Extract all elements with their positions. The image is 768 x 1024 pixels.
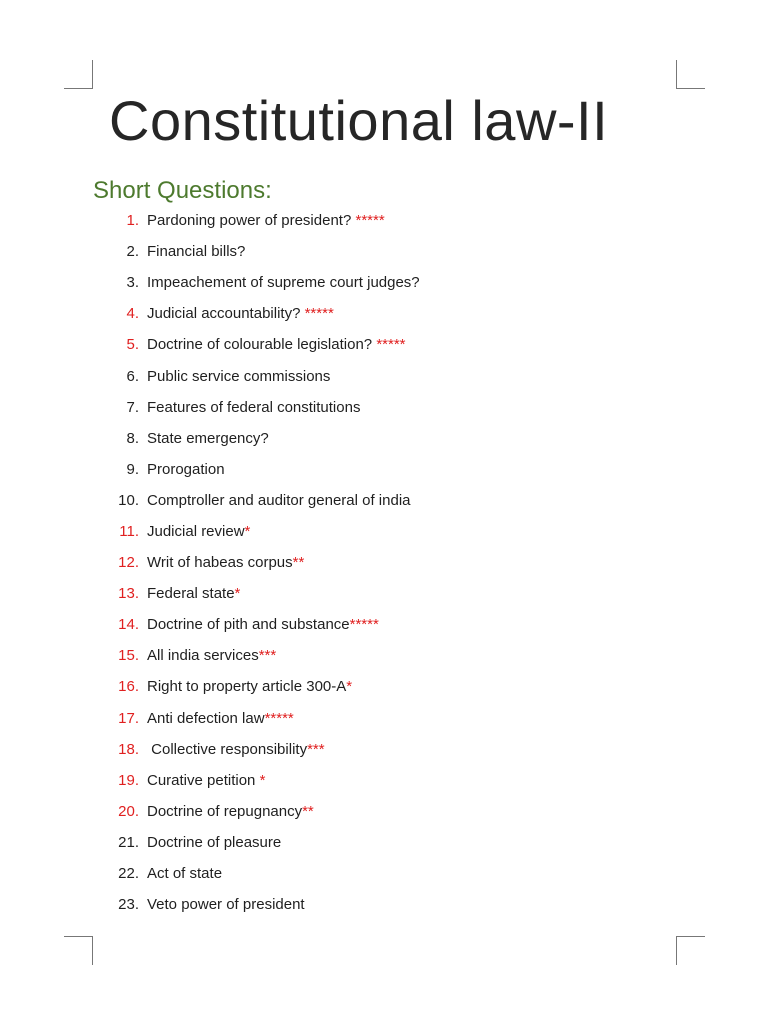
- question-number: 10.: [118, 491, 139, 509]
- question-number: 8.: [126, 429, 139, 447]
- list-item: [108, 454, 420, 485]
- importance-stars: *: [244, 522, 251, 540]
- crop-mark-bottom-left: [64, 936, 93, 965]
- list-item: [108, 360, 420, 391]
- question-number: 2.: [126, 243, 139, 261]
- importance-stars: ***: [258, 647, 277, 665]
- list-item: [108, 889, 420, 920]
- list-item: [108, 516, 420, 547]
- list-item: [108, 671, 420, 702]
- question-text: Veto power of president: [147, 896, 305, 914]
- question-body: [147, 368, 330, 385]
- question-number: 18.: [118, 740, 139, 758]
- list-item: [108, 796, 420, 827]
- question-body: [147, 243, 245, 260]
- importance-stars: *****: [264, 709, 294, 727]
- question-text: Pardoning power of president?: [147, 212, 356, 230]
- question-text: Federal state: [147, 585, 235, 603]
- question-number: 1.: [126, 212, 139, 230]
- question-number: 9.: [126, 460, 139, 478]
- question-number: 21.: [118, 833, 139, 851]
- question-text: Right to property article 300-A: [147, 678, 347, 696]
- question-number: 19.: [118, 771, 139, 789]
- question-text: Judicial review: [147, 522, 245, 540]
- question-text: Collective responsibility: [147, 740, 308, 758]
- question-number: 22.: [118, 865, 139, 883]
- question-number: 14.: [118, 616, 139, 634]
- importance-stars: ***: [307, 740, 325, 758]
- list-item: [108, 423, 420, 454]
- crop-mark-top-left: [64, 60, 93, 89]
- list-item: [108, 547, 420, 578]
- question-text: Prorogation: [147, 460, 225, 478]
- question-body: [147, 399, 360, 416]
- list-item: [108, 703, 420, 734]
- question-text: Doctrine of pith and substance: [147, 616, 350, 634]
- question-body: [147, 647, 276, 664]
- list-item: [108, 205, 420, 236]
- question-text: Anti defection law: [147, 709, 265, 727]
- question-body: [147, 461, 225, 478]
- list-item: [108, 858, 420, 889]
- importance-stars: *****: [304, 305, 334, 323]
- question-body: [147, 212, 385, 229]
- question-body: [147, 430, 269, 447]
- question-text: State emergency?: [147, 429, 269, 447]
- question-number: 6.: [126, 367, 139, 385]
- list-item: [108, 734, 420, 765]
- question-text: Doctrine of colourable legislation?: [147, 336, 377, 354]
- question-text: Comptroller and auditor general of india: [147, 491, 411, 509]
- question-number: 16.: [118, 678, 139, 696]
- question-text: Financial bills?: [147, 243, 246, 261]
- question-number: 12.: [118, 554, 139, 572]
- question-number: 7.: [126, 398, 139, 416]
- question-number: 13.: [118, 585, 139, 603]
- question-text: Curative petition: [147, 771, 260, 789]
- list-item: [108, 609, 420, 640]
- list-item: [108, 267, 420, 298]
- question-text: Judicial accountability?: [147, 305, 305, 323]
- question-number: 23.: [118, 896, 139, 914]
- question-text: Impeachement of supreme court judges?: [147, 274, 420, 292]
- list-item: [108, 236, 420, 267]
- question-body: [147, 834, 281, 851]
- list-item: [108, 329, 420, 360]
- question-body: [147, 741, 325, 758]
- section-heading: Short Questions:: [93, 177, 272, 204]
- question-body: [147, 523, 250, 540]
- crop-mark-top-right: [676, 60, 705, 89]
- question-body: [147, 585, 240, 602]
- question-body: [147, 678, 352, 695]
- question-text: Act of state: [147, 865, 223, 883]
- question-number: 15.: [118, 647, 139, 665]
- question-number: 17.: [118, 709, 139, 727]
- question-body: [147, 305, 334, 322]
- question-body: [147, 336, 406, 353]
- question-number: 11.: [119, 522, 139, 540]
- question-text: Features of federal constitutions: [147, 398, 361, 416]
- question-number: 20.: [118, 802, 139, 820]
- question-body: [147, 803, 314, 820]
- question-body: [147, 616, 379, 633]
- importance-stars: *****: [349, 616, 379, 634]
- crop-mark-bottom-right: [676, 936, 705, 965]
- question-body: [147, 896, 305, 913]
- question-body: [147, 492, 411, 509]
- question-number: 5.: [126, 336, 139, 354]
- importance-stars: *: [234, 585, 241, 603]
- question-text: Public service commissions: [147, 367, 331, 385]
- list-item: [108, 827, 420, 858]
- question-body: [147, 710, 294, 727]
- question-body: [147, 554, 304, 571]
- list-item: [108, 298, 420, 329]
- question-number: 3.: [126, 274, 139, 292]
- importance-stars: **: [302, 802, 314, 820]
- question-body: [147, 865, 222, 882]
- importance-stars: *: [346, 678, 353, 696]
- list-item: [108, 578, 420, 609]
- list-item: [108, 765, 420, 796]
- question-text: Doctrine of pleasure: [147, 833, 282, 851]
- list-item: [108, 485, 420, 516]
- question-number: 4.: [126, 305, 139, 323]
- page-title: Constitutional law-II: [109, 89, 609, 152]
- importance-stars: *: [259, 771, 266, 789]
- list-item: [108, 392, 420, 423]
- list-item: [108, 640, 420, 671]
- importance-stars: **: [292, 554, 305, 572]
- importance-stars: *****: [355, 212, 385, 230]
- question-body: [147, 772, 265, 789]
- importance-stars: *****: [376, 336, 406, 354]
- question-body: [147, 274, 420, 291]
- question-text: Doctrine of repugnancy: [147, 802, 303, 820]
- question-text: Writ of habeas corpus: [147, 554, 293, 572]
- question-list: [108, 205, 420, 920]
- question-text: All india services: [147, 647, 259, 665]
